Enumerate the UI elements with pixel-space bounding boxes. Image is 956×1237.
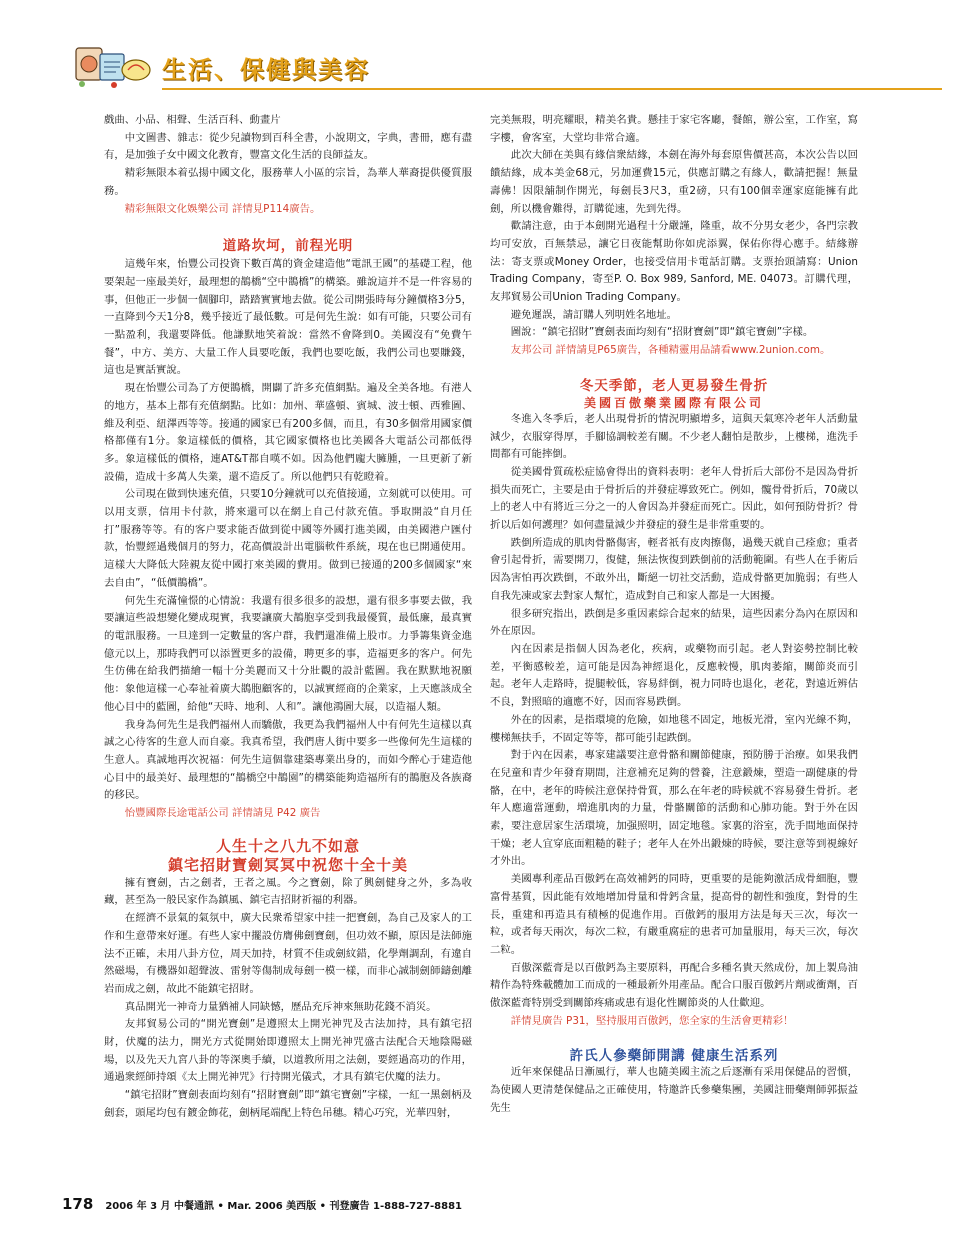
ad-reference: 友邦公司 詳情請見P65廣告，各種精靈用品請看www.2union.com。 <box>510 344 831 357</box>
intro-paragraph: 中文圖書、雜志：從少兒讀物到百科全書，小說期文，字典，書冊，應有盡有，是加強子女中國文化教育，豐富文化生活的良師益友。 <box>104 131 472 162</box>
article-paragraph: 這幾年來，怡豐公司投資下數百萬的資金建造他“電訊王國”的基礎工程，他要架起一座最美好，最理想的鵲橋“空中鵲橋”的構築。雖說這并不是一件容易的事，但他正一步個一個腳印，踏踏實實地去做。從公司開張時每分鐘價格3分5，一直降到今天1分8，幾乎接近了最低數。可是何先生說：如有可能，只要公司有一點盈利，我還要降低。他謙默地笑着說：當然不會降到0。美國沒有“免費午餐”，中方、美方、大量工作人員要吃飯，我們也要吃飯，我們公司也要賺錢，這也是實話實說。 <box>104 258 472 377</box>
intro-paragraph: 精彩無限本着弘揚中國文化，服務華人小區的宗旨，為華人華裔提供優質服務。 <box>104 167 472 197</box>
article-title: 道路坎坷，前程光明 <box>222 238 354 255</box>
article-title: 許氏人參藥師開講 健康生活系列 <box>569 1048 779 1065</box>
article-paragraph: 冬進入冬季后，老人出現骨折的情況明顯增多，這與天氣寒冷老年人活動量減少，衣服穿得厚，手腳協調較差有關。不少老人翻怕是散步，上樓梯，進洗手間都有可能摔倒。 <box>490 412 858 461</box>
ad-reference: 怡豐國際長途電話公司 詳情請見 P42 廣告 <box>124 807 321 820</box>
section-header <box>70 38 910 94</box>
page-footer <box>62 1195 862 1215</box>
article-paragraph: 此次大師在美與有緣信衆結緣，本劍在海外每套原售價甚高，本次公告以回饋結緣，成本美金68元，另加運費15元，供應訂購之有緣人，歡請把握！無量壽佛！因限舖制作開光，每劍長3尺3，重2磅，只有100個幸運家庭能擁有此劍，所以機會難得，訂購從速，先到先得。 <box>490 149 858 215</box>
footer-text: 2006 年 3 月 中餐通訊 • Mar. 2006 美西版 • 刊登廣告 1-888-727-8881 <box>105 1201 463 1212</box>
article-paragraph: 美國專利產品百傲鈣在高效補鈣的同時，更重要的是能夠激活成骨細胞，豐富骨基質，因此能有效地增加骨量和骨鈣含量，提高骨的韌性和強度，對骨的生長，重建和再造具有積極的促進作用。百傲鈣的服用方法是每天三次，每次一粒，或者每天兩次，每次二粒，有嚴重腐症的患者可加量服用，每天三次，每次二粒。 <box>490 873 858 956</box>
article-paragraph: 圖說：“鎮宅招財”寶劍表面均刻有“招財寶劍”即“鎮宅寶劍”字樣。 <box>510 326 814 339</box>
left-column <box>104 112 472 1162</box>
article-paragraph: 歡請注意，由于本劍開光過程十分嚴謹，隆重，故不分男女老少，各門宗教均可安放，百無禁忌，讓它日夜能幫助你如虎添翼，保佑你得心應手。結緣辦法：寄支票或Money Order，也接受信用卡電話訂購。支票抬頭請寫：Union Trading Company，寄至P. O. Box 989, Sanford, ME. 04073。訂購代理，友邦貿易公司Union Trading Company。 <box>490 220 858 304</box>
article-paragraph: 近年來保健品日漸風行，華人也隨美國主流之后逐漸有采用保健品的習慣，為使國人更清楚保健品之正確使用，特邀許氏參藥集團，美國註冊藥劑師郭振益先生 <box>490 1066 858 1114</box>
article-paragraph: 從美國骨質疏松症協會得出的資料表明：老年人骨折后大部份不是因為骨折損失而死亡，主要是由于骨折后的并發症導致死亡。例如，髖骨骨折后，70歲以上的老人中有將近三分之一的人會因為并發症而死亡。因此，如何預防骨折？骨折以后如何護理？如何盡量減少并發症的發生是非常重要的。 <box>490 465 858 532</box>
article-paragraph: 跌倒所造成的肌肉骨骼傷害，輕者祇有皮肉擦傷，過幾天就自己痊愈；重者會引起骨折，需要開刀，復健，無法恢復到跌倒前的活動範圍。有些人在手術后因為害怕再次跌倒，不敢外出，斷絕一切社交活動，造成骨骼更加脆弱；有些人自我先凍或家去對家人幫忙，造成對自己和家人都是一大困擾。 <box>490 536 858 602</box>
ad-reference: 詳情見廣告 P31，堅持服用百傲鈣，您全家的生活會更精彩！ <box>510 1014 794 1027</box>
article-title: 人生十之八九不如意 <box>215 836 360 855</box>
article-paragraph: 外在的因素，是指環境的危險，如地毯不固定，地板光滑，室內光線不夠，樓梯無扶手，不固定等等，都可能引起跌倒。 <box>490 713 858 744</box>
article-paragraph: 友邦貿易公司的“開光寶劍”是遵照太上開光神咒及古法加持，具有鎮宅招財，伏魔的法力，開光方式從開始即遵照太上開光神咒盛古法配合天地陰陽磁場，以及先天九宮八卦的等深奧手續，以道教所用之法劍，要經過高功的作用，通過衆經師持頌《太上開光神咒》行持開光儀式，才具有鎮宅伏魔的法力。 <box>104 1018 472 1084</box>
article-paragraph: 現在怡豐公司為了方便鵲橋，開闢了許多充值網點。遍及全美各地。有港人的地方，基本上都有充值網點。比如：加州、華盛頓、賓城、波士頓、西雅圖、維及利亞、紐澤西等等。接通的國家已有200多個，而且，有30多個常用國家價格都僅有1分。象這樣低的價格，其它國家價格也比美國各大電話公司都低得多。象這樣低的價格，連AT&T都自嘆不如。因為他們龐大臃腫，一旦更新了新設備，造成十多萬人失業，還不造反了。所以他們只有乾瞪着。 <box>104 382 472 483</box>
article-paragraph: 真品開光一神奇力量猶補人同缺憾，歷品充斥神來無助花錢不消災。 <box>124 1000 437 1013</box>
article-title: 冬天季節，老人更易發生骨折 <box>579 377 769 394</box>
article-paragraph: 公司現在做到快速充值，只要10分鐘就可以充值接通，立刻就可以使用。可以用支票，信用卡付款，將來還可以在網上自己付款充值。爭取開設“自月任打”服務等等。有的客户要求能否做到從中國等外國打進美國，由美國港户匯付款，怡豐經過幾個月的努力，花高價設計出電腦軟件系統，現在也已開通使用。這樣大大降低大陸親友從中國打來美國的費用。做到已接通的200多個國家“來去自由”，“低價鵲橋”。 <box>104 488 472 589</box>
article-paragraph: 內在因素是指個人因為老化，疾病，或藥物而引起。老人對姿勢控制比較差，平衡感較差，這可能是因為神經退化，反應較慢，肌肉萎縮，關節炎而引起。老年人走路時，提腿較低，容易絆倒，視力同時也退化，老花，對遠近辨估不良，對照暗的適應不好，因而容易跌倒。 <box>490 642 858 709</box>
article-paragraph: 完美無瑕，明亮耀眼，精美名貴。懸挂于家宅客廳，餐館，辦公室，工作室，寫字樓，會客室，大堂均非常合適。 <box>490 114 858 144</box>
intro-paragraph: 戲曲、小品、相聲、生活百科、動畫片 <box>104 114 281 126</box>
article-paragraph: 很多研究指出，跌倒是多重因素綜合起來的結果，這些因素分為內在原因和外在原因。 <box>490 607 858 638</box>
article-subtitle: 美國百傲藥業國際有限公司 <box>583 395 764 410</box>
section-title: 生活、保健與美容 <box>162 56 370 84</box>
right-column <box>490 112 858 1162</box>
page-number: 178 <box>62 1195 94 1213</box>
article-paragraph: 何先生充滿憧憬的心情說：我還有很多很多的設想，還有很多事要去做，我要讓這些設想變化變成現實，我要讓廣大鵲胞享受到我最優質，最低廉，最真實的電訊服務。一旦達到一定數量的客户群，我們還准備上股市。力爭籌集資金進億元以上，那時我們可以添置更多的設備，聘更多的事，造福更多的客户。何先生仿佛在給我們描繪一幅十分美麗而又十分壯觀的設計藍圖。我在默默地祝願他：象他這樣一心奉祉着廣大鵲胞顧客的，以誠實經商的企業家，上天應該成全他心目中的藍圖，給他“天時、地利、人和”。讓他鴻圖大展，以造福人類。 <box>104 594 472 713</box>
article-paragraph: 避免遲誤，請訂購人列明姓名地址。 <box>510 308 678 321</box>
header-divider <box>162 88 942 90</box>
ad-reference: 精彩無限文化娛樂公司 詳情見P114廣告。 <box>124 202 321 215</box>
article-paragraph: 我身為何先生是我們福州人而驕傲，我更為我們福州人中有何先生這樣以真誠之心待客的生意人而自豪。我真希望，我們唐人街中要多一些像何先生這樣的生意人。真誠地再次祝福：何先生這個靠建築專業出身的，而如今醉心于建造他心目中的最美好、最理想的“鵲橋空中鵲園”的構築能夠造福所有的鵲胞及各族裔的移民。 <box>104 718 472 802</box>
article-paragraph: 對于內在因素，專家建議要注意骨骼和關節健康，預防勝于治療。如果我們在兒童和青少年發育期間，注意補充足夠的營養，注意鍛煉，塑造一副健康的骨骼，在中，老年的時候注意保持骨質，那么在年老的時候就不容易發生骨折。老年人應適當運動，増進肌肉的力量，骨骼關節的活動和心肺功能。對于外在因素，要注意居家生活環境，加强照明，固定地毯。家裏的浴室，洗手間地面保持干燥；老人宜穿底面粗糙的鞋子；老年人在外出鍛煉的時候，要注意等到視線好才外出。 <box>490 749 858 868</box>
article-paragraph: 擁有寶劍，古之劍者，王者之風。今之寶劍，除了興劍健身之外，多為收藏，甚至為一般民家作為鎮風、鎮宅吉招財祈福的利器。 <box>104 876 472 907</box>
article-paragraph: 在經濟不景氣的氣氛中，廣大民衆希望家中挂一把寶劍，為自己及家人的工作和生意帶來好運。有些人家中擺設仿膺佛劍寶劍，但功效不顯，原因是法師施法不正確，未用八卦方位，周天加持，材質不佳或劍紋錯，化學劑調刮，有違自然磁場，有機器如超聲波、雷射等傷制成每劍一模一樣，而非心誠制劍師鑄劍離岩而成之劍，故此不能鎮宅招財。 <box>104 912 472 995</box>
article-paragraph: “鎮宅招財”寶劍表面均刻有“招財寶劍”即“鎮宅寶劍”字樣，一紅一黑劍柄及劍套，頭尾均包有鍍金飾花，劍柄尾端配上特色吊穗。精心巧究，光華四射， <box>104 1089 472 1119</box>
article-paragraph: 百傲深藍膏是以百傲鈣為主要原料，再配合多種名貴天然成份，加上製鳥油精作為特殊載體加工而成的一種最新外用產品。配合口服百傲鈣片劑或衝劑，百傲深藍膏特別受到關節疼痛或患有退化性關節炎的人仕歡迎。 <box>490 961 858 1010</box>
article-title: 鎮宅招財寶劍冥冥中祝您十全十美 <box>167 855 408 874</box>
lifestyle-illustration-icon <box>70 40 158 90</box>
